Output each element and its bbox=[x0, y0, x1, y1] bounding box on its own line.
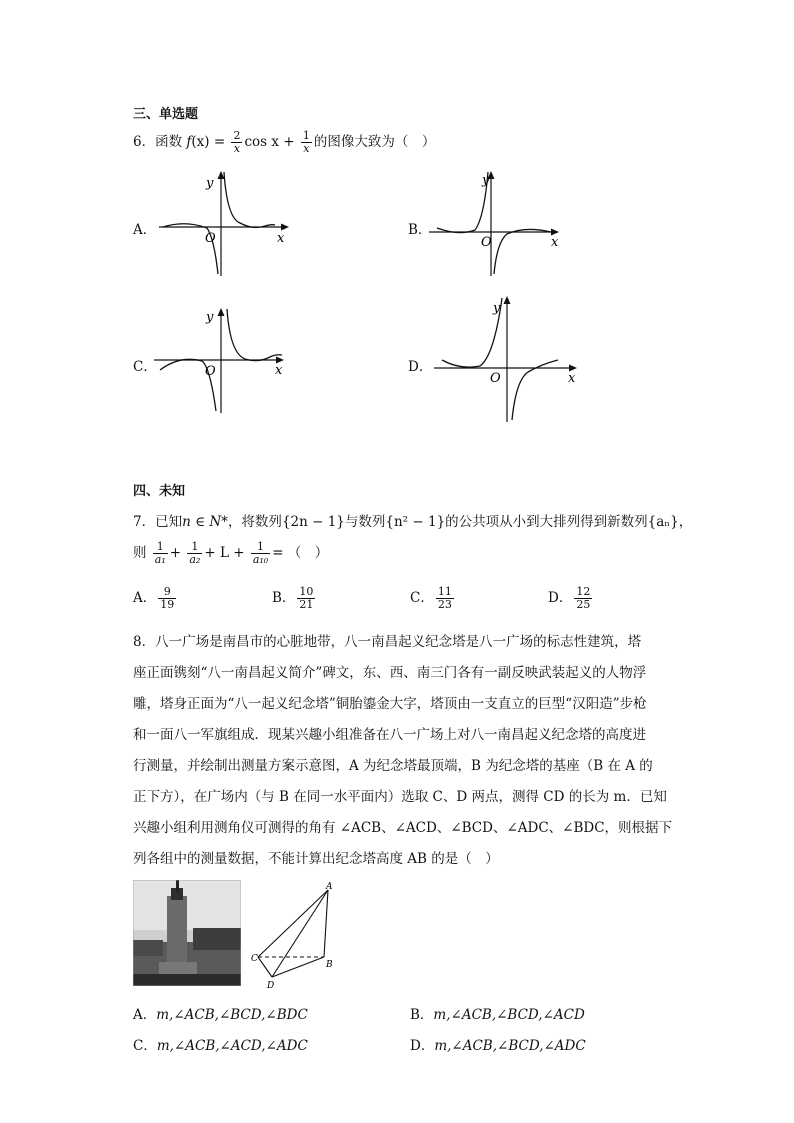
q7-line2: 则 $\frac{1}{\text{a₁}}$ + $\frac{1}{\text{a₂}}$ + L + $\frac{1}{\text{a₁₀}}$ = （ ） bbox=[133, 540, 329, 566]
geometry-diagram bbox=[250, 880, 350, 990]
q8-option-c[interactable]: C．m,∠ACB,∠ACD,∠ADC bbox=[133, 1038, 308, 1054]
x-axis-label: x bbox=[551, 235, 559, 250]
q6-option-b-label[interactable]: B． bbox=[408, 222, 432, 238]
q6-frac2: $\frac{1}{x}$ bbox=[302, 129, 310, 155]
q7-n-set: n ∈ N* bbox=[182, 514, 228, 530]
q7-option-b[interactable]: B． $\frac{10}{21}$ bbox=[272, 585, 314, 611]
q7-text: ，将数列 bbox=[227, 514, 282, 530]
q8-line: 兴趣小组利用测角仪可测得的角有 ∠ACB、∠ACD、∠BCD、∠ADC、∠BDC，则根据下 bbox=[133, 820, 673, 836]
q8-line: 行测量，并绘制出测量方案示意图，A 为纪念塔最顶端，B 为纪念塔的基座（B 在 A 的 bbox=[133, 758, 653, 774]
q7-seq2: {n² − 1} bbox=[385, 514, 446, 530]
q6-option-a-label[interactable]: A． bbox=[133, 222, 157, 238]
q6-graph-a[interactable] bbox=[155, 168, 295, 280]
q8-line: 和一面八一军旗组成．现某兴趣小组准备在八一广场上对八一南昌起义纪念塔的高度进 bbox=[133, 727, 646, 743]
origin-label: O bbox=[481, 235, 492, 250]
q7-line1 bbox=[133, 510, 692, 530]
q8-line: 正下方），在广场内（与 B 在同一水平面内）选取 C、D 两点，测得 CD 的长为 m．已知 bbox=[133, 789, 667, 805]
point-a-label: A bbox=[326, 882, 333, 892]
q7-text: 与数列 bbox=[344, 514, 386, 530]
q6-cos: cos x + bbox=[244, 134, 295, 150]
q7-seq3: {aₙ} bbox=[647, 514, 679, 530]
origin-label: O bbox=[205, 364, 216, 379]
section-title-4: 四、未知 bbox=[133, 484, 186, 499]
x-axis-label: x bbox=[275, 363, 283, 378]
y-axis-label: y bbox=[206, 176, 214, 191]
point-b-label: B bbox=[326, 960, 333, 970]
y-axis-label: y bbox=[206, 310, 214, 325]
q8-line: 列各组中的测量数据，不能计算出纪念塔高度 AB 的是（ ） bbox=[133, 851, 499, 867]
q6-option-c-label[interactable]: C． bbox=[133, 359, 157, 375]
y-axis-label: y bbox=[482, 173, 490, 188]
q8-line: 雕，塔身正面为“八一起义纪念塔”铜胎鎏金大字，塔顶由一支直立的巨型“汉阳造”步枪 bbox=[133, 696, 647, 712]
monument-photo bbox=[133, 880, 241, 986]
point-c-label: C bbox=[251, 954, 258, 964]
x-axis-label: x bbox=[277, 231, 285, 246]
origin-label: O bbox=[205, 231, 216, 246]
q6-func-name: f bbox=[186, 134, 192, 150]
q7-option-c[interactable]: C． $\frac{11}{23}$ bbox=[410, 585, 452, 611]
q6-number: 6．函数 bbox=[133, 134, 183, 150]
q6-tail: 的图像大致为（ ） bbox=[313, 134, 436, 150]
q7-text: 则 bbox=[133, 545, 147, 561]
q7-tail: = （ ） bbox=[272, 545, 329, 561]
q7-text: ， bbox=[678, 514, 693, 530]
q6-paren: (x) = bbox=[191, 134, 226, 150]
q7-ellipsis: + L + bbox=[204, 545, 245, 561]
q6-frac1: $\frac{2}{x}$ bbox=[233, 129, 241, 155]
q6-graph-c[interactable] bbox=[150, 305, 290, 417]
q8-option-b[interactable]: B．m,∠ACB,∠BCD,∠ACD bbox=[410, 1007, 585, 1023]
q7-option-a[interactable]: A． $\frac{9}{19}$ bbox=[133, 585, 175, 611]
q7-term3: $\frac{1}{\text{a₁₀}}$ bbox=[252, 540, 269, 566]
q8-option-d[interactable]: D．m,∠ACB,∠BCD,∠ADC bbox=[410, 1038, 586, 1054]
q7-term2: $\frac{1}{\text{a₂}}$ bbox=[189, 540, 201, 566]
origin-label: O bbox=[490, 371, 501, 386]
y-axis-label: y bbox=[493, 301, 501, 316]
q7-term1: $\frac{1}{\text{a₁}}$ bbox=[154, 540, 166, 566]
q7-text: 7．已知 bbox=[133, 514, 183, 530]
q8-option-a[interactable]: A．m,∠ACB,∠BCD,∠BDC bbox=[133, 1007, 308, 1023]
section-title-3: 三、单选题 bbox=[133, 107, 199, 122]
point-d-label: D bbox=[267, 981, 275, 990]
q8-line: 8．八一广场是南昌市的心脏地带，八一南昌起义纪念塔是八一广场的标志性建筑，塔 bbox=[133, 634, 642, 650]
x-axis-label: x bbox=[568, 371, 576, 386]
q8-line: 座正面镌刻“八一南昌起义简介”碑文，东、西、南三门各有一副反映武装起义的人物浮 bbox=[133, 665, 647, 681]
q6-stem bbox=[133, 130, 435, 155]
q6-option-d-label[interactable]: D． bbox=[408, 359, 433, 375]
q7-option-d[interactable]: D． $\frac{12}{25}$ bbox=[548, 585, 591, 611]
q6-graph-d[interactable] bbox=[430, 292, 582, 426]
q7-text: 的公共项从小到大排列得到新数列 bbox=[445, 514, 648, 530]
q6-graph-b[interactable] bbox=[425, 168, 565, 280]
q7-seq1: {2n − 1} bbox=[281, 514, 345, 530]
